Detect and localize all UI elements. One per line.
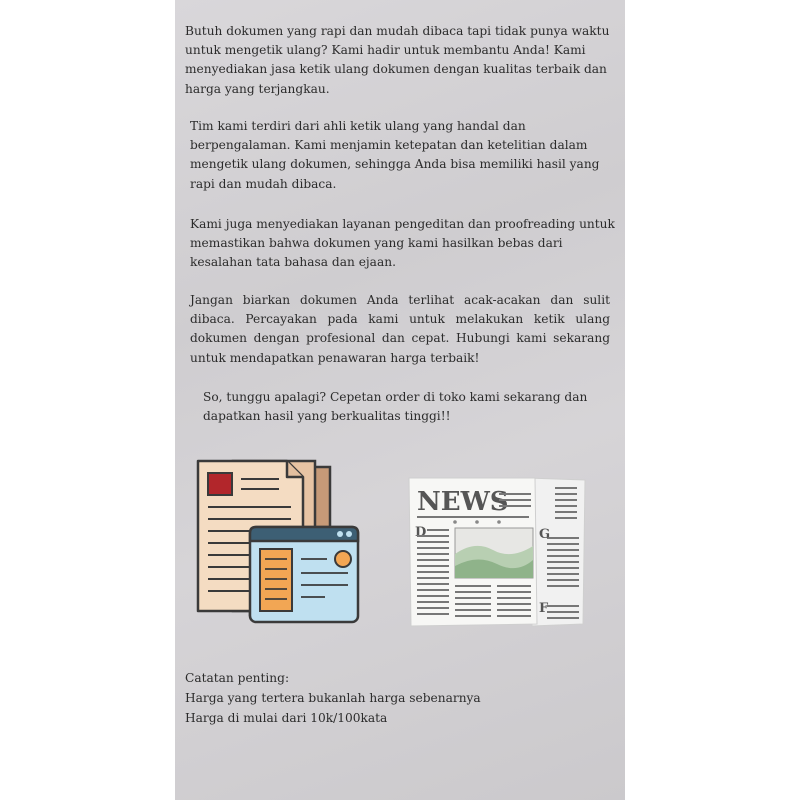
note-heading: Catatan penting: [185, 671, 290, 685]
intro-paragraph: Butuh dokumen yang rapi dan mudah dibaca tapi tidak punya waktu untuk mengetik ulang? Kami hadir untuk membantu Anda! Kami menyediakan jasa ketik ulang dokumen dengan kualitas terbaik dan harga yang terjangkau. [185, 24, 610, 96]
note-line-2: Harga di mulai dari 10k/100kata [185, 711, 388, 725]
important-note [185, 668, 605, 728]
newspaper-letter-d: D [415, 525, 427, 540]
content-panel [175, 0, 625, 800]
note-line-1: Harga yang tertera bukanlah harga sebenarnya [185, 691, 481, 705]
newspaper-illustration [407, 474, 587, 634]
newspaper-letter-g: G [539, 527, 551, 542]
newspaper-letter-f: F [539, 601, 549, 616]
proofreading-paragraph: Kami juga menyediakan layanan pengeditan dan proofreading untuk memastikan bahwa dokumen yang kami hasilkan bebas dari kesalahan tata bahasa dan ejaan. [190, 217, 615, 270]
team-paragraph: Tim kami terdiri dari ahli ketik ulang yang handal dan berpengalaman. Kami menjamin ketepatan dan ketelitian dalam mengetik ulang dokumen, sehingga Anda bisa memiliki hasil yang rapi dan mudah dibaca. [190, 119, 600, 191]
order-paragraph: So, tunggu apalagi? Cepetan order di toko kami sekarang dan dapatkan hasil yang berkualitas tinggi!! [203, 390, 588, 424]
call-to-action-paragraph: Jangan biarkan dokumen Anda terlihat acak-acakan dan sulit dibaca. Percayakan pada kami untuk melakukan ketik ulang dokumen dengan profesional dan cepat. Hubungi kami sekarang untuk mendapatkan penawaran harga terbaik! [190, 293, 610, 365]
documents-illustration [195, 455, 370, 631]
newspaper-masthead: NEWS [417, 487, 509, 517]
